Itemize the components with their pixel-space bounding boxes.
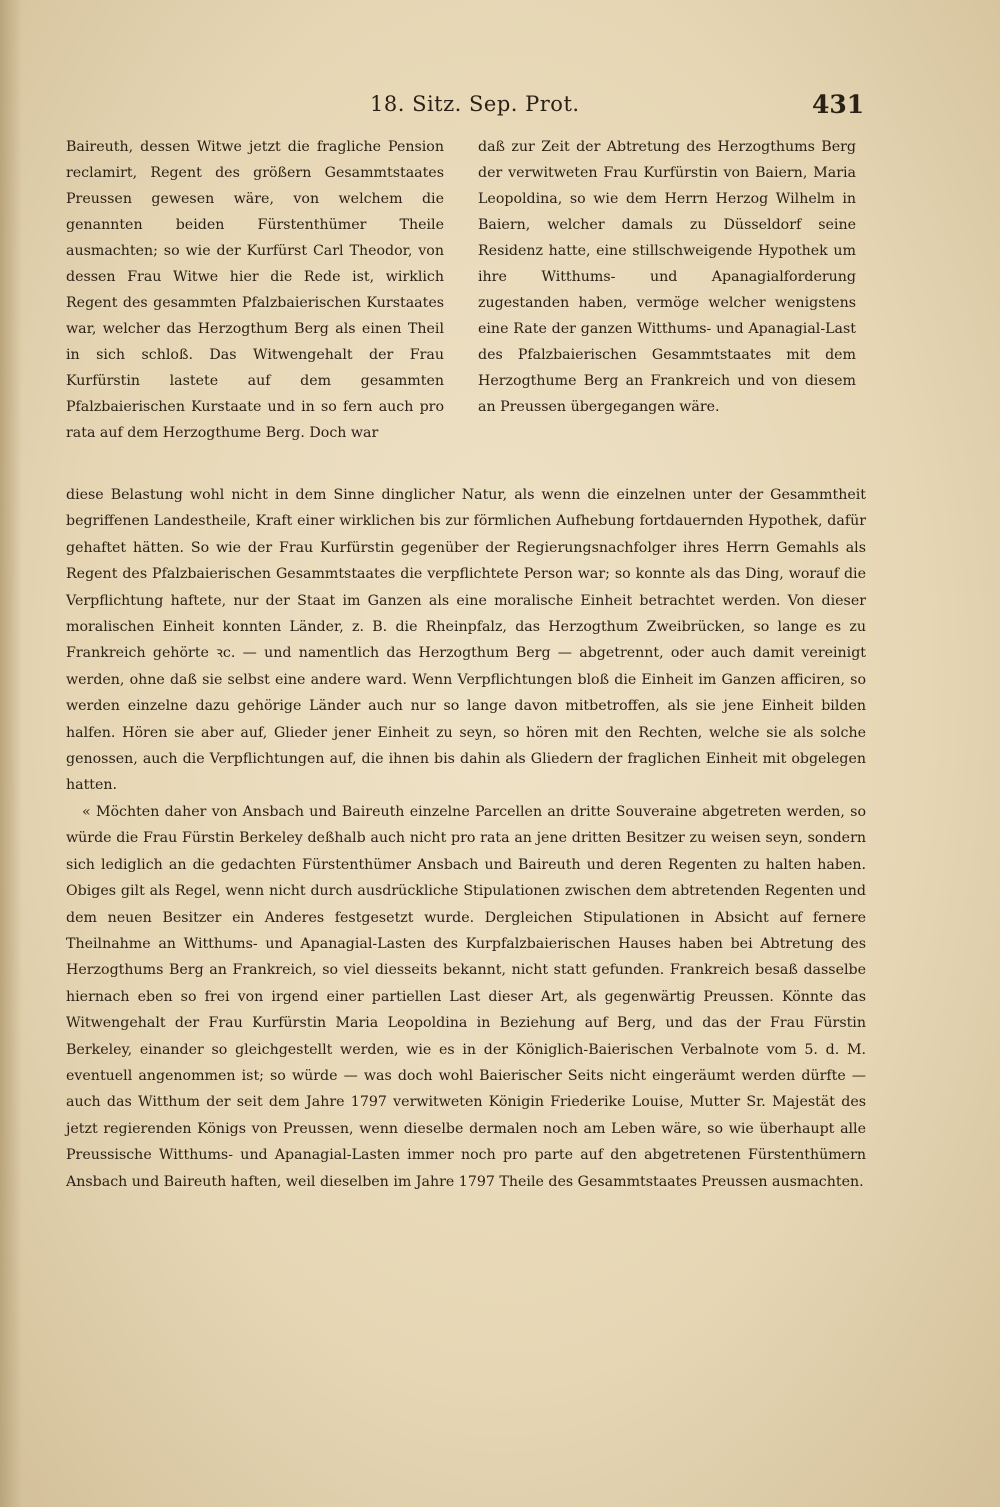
page-edge-shadow bbox=[0, 0, 22, 1507]
body-paragraph: « Möchten daher von Ansbach und Baireuth einzelne Parcellen an dritte Souveraine abgetreten werden, so würde die Frau Fürstin Berkeley deßhalb auch nicht pro rata an jene dritten Besitzer zu weisen seyn, sondern sich lediglich an die gedachten Fürstenthümer Ansbach und Baireuth und deren Regenten zu halten haben. Obiges gilt als Regel, wenn nicht durch ausdrückliche Stipulationen zwischen dem abtretenden Regenten und dem neuen Besitzer ein Anderes festgesetzt wurde. Dergleichen Stipulationen in Absicht auf fernere Theilnahme an Witthums- und Apanagial-Lasten des Kurpfalzbaierischen Hauses haben bei Abtretung des Herzogthums Berg an Frankreich, so viel diesseits bekannt, nicht statt gefunden. Frankreich besaß dasselbe hiernach eben so frei von irgend einer partiellen Last dieser Art, als gegenwärtig Preussen. Könnte das Witwengehalt der Frau Kurfürstin Maria Leopoldina in Beziehung auf Berg, und das der Frau Fürstin Berkeley, einander so gleichgestellt werden, wie es in der Königlich-Baierischen Verbalnote vom 5. d. M. eventuell angenommen ist; so würde — was doch wohl Baierischer Seits nicht eingeräumt werden dürfte — auch das Witthum der seit dem Jahre 1797 verwitweten Königin Friederike Louise, Mutter Sr. Majestät des jetzt regierenden Königs von Preussen, wenn dieselbe dermalen noch am Leben wäre, so wie überhaupt alle Preussische Witthums- und Apanagial-Lasten immer noch pro parte auf den abgetretenen Fürstenthümern Ansbach und Baireuth haften, weil dieselben im Jahre 1797 Theile des Gesammtstaates Preussen ausmachten. bbox=[66, 803, 866, 1190]
body-paragraph: diese Belastung wohl nicht in dem Sinne dinglicher Natur, als wenn die einzelnen unter der Gesammtheit begriffenen Landestheile, Kraft einer wirklichen bis zur förmlichen Aufhebung fortdauernden Hypothek, dafür gehaftet hätten. So wie der Frau Kurfürstin gegenüber der Regierungsnachfolger ihres Herrn Gemahls als Regent des Pfalzbaierischen Gesammtstaates die verpflichtete Person war; so konnte als das Ding, worauf die Verpflichtung haftete, nur der Staat im Ganzen als eine moralische Einheit betrachtet werden. Von dieser moralischen Einheit konnten Länder, z. B. die Rheinpfalz, das Herzogthum Zweibrücken, so lange es zu Frankreich gehörte ꝛc. — und namentlich das Herzogthum Berg — abgetrennt, oder auch damit vereinigt werden, ohne daß sie selbst eine andere ward. Wenn Verpflichtungen bloß die Einheit im Ganzen afficiren, so werden einzelne dazu gehörige Länder auch nur so lange davon mitbetroffen, als sie jene Einheit bilden halfen. Hören sie aber auf, Glieder jener Einheit zu seyn, so hören mit den Rechten, welche sie als solche genossen, auch die Verpflichtungen auf, die ihnen bis dahin als Gliedern der fraglichen Einheit mit obgelegen hatten. bbox=[66, 487, 866, 794]
page-header bbox=[0, 92, 1000, 126]
two-column-section bbox=[66, 134, 866, 480]
full-width-body bbox=[66, 482, 866, 1195]
left-column-text: Baireuth, dessen Witwe jetzt die fragliche Pension reclamirt, Regent des größern Gesammtstaates Preussen gewesen wäre, von welchem die genannten beiden Fürstenthümer Theile ausmachten; so wie der Kurfürst Carl Theodor, von dessen Frau Witwe hier die Rede ist, wirklich Regent des gesammten Pfalzbaierischen Kurstaates war, welcher das Herzogthum Berg als einen Theil in sich schloß. Das Witwengehalt der Frau Kurfürstin lastete auf dem gesammten Pfalzbaierischen Kurstaate und in so fern auch pro rata auf dem Herzogthume Berg. Doch war bbox=[66, 139, 444, 441]
page-number: 431 bbox=[812, 90, 865, 119]
running-title: 18. Sitz. Sep. Prot. bbox=[370, 92, 580, 116]
right-column-text: daß zur Zeit der Abtretung des Herzogthums Berg der verwitweten Frau Kurfürstin von Baiern, Maria Leopoldina, so wie dem Herrn Herzog Wilhelm in Baiern, welcher damals zu Düsseldorf seine Residenz hatte, eine stillschweigende Hypothek um ihre Witthums- und Apanagialforderung zugestanden haben, vermöge welcher wenigstens eine Rate der ganzen Witthums- und Apanagial-Last des Pfalzbaierischen Gesammtstaates mit dem Herzogthume Berg an Frankreich und von diesem an Preussen übergegangen wäre. bbox=[478, 139, 856, 415]
